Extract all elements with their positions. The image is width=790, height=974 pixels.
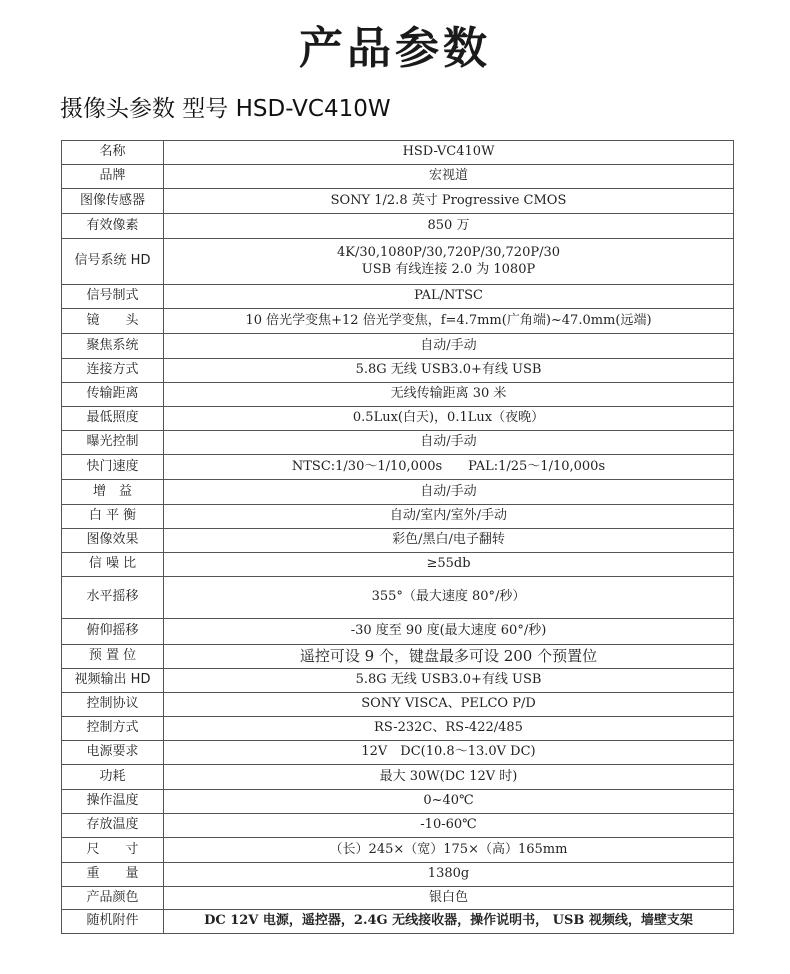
spec-row [62, 407, 734, 431]
spec-label: 曝光控制 [62, 431, 164, 455]
spec-row [62, 577, 734, 619]
spec-value-line: 1380g [427, 866, 470, 882]
spec-row [62, 669, 734, 693]
spec-value-line: 无线传输距离 30 米 [390, 386, 507, 402]
spec-value-line: 自动/手动 [420, 337, 477, 353]
spec-label: 有效像素 [62, 214, 164, 239]
spec-value [164, 717, 734, 741]
spec-label: 快门速度 [62, 455, 164, 480]
spec-value [164, 359, 734, 383]
spec-value [164, 383, 734, 407]
spec-value-line: RS-232C、RS-422/485 [374, 720, 523, 736]
spec-label: 聚焦系统 [62, 334, 164, 359]
spec-value [164, 505, 734, 529]
spec-row [62, 790, 734, 814]
spec-row [62, 214, 734, 239]
spec-label: 重 量 [62, 863, 164, 887]
spec-value [164, 553, 734, 577]
spec-value-line: 最大 30W(DC 12V 时) [379, 768, 518, 784]
spec-value [164, 480, 734, 505]
spec-value-line: 宏视道 [428, 168, 468, 184]
spec-value-line: SONY 1/2.8 英寸 Progressive CMOS [330, 192, 567, 208]
spec-row [62, 285, 734, 309]
spec-label: 存放温度 [62, 814, 164, 838]
spec-row [62, 165, 734, 189]
spec-row [62, 910, 734, 934]
spec-label: 随机附件 [62, 910, 164, 934]
spec-value [164, 887, 734, 910]
spec-value-line: 银白色 [428, 889, 468, 905]
spec-value-line: 12V DC(10.8～13.0V DC) [361, 744, 536, 760]
spec-row [62, 529, 734, 553]
spec-label: 产品颜色 [62, 887, 164, 910]
spec-value [164, 863, 734, 887]
spec-label: 信号系统 HD [62, 239, 164, 285]
spec-label: 增 益 [62, 480, 164, 505]
spec-row [62, 359, 734, 383]
spec-value [164, 619, 734, 645]
spec-value-line: 5.8G 无线 USB3.0+有线 USB [355, 362, 542, 378]
spec-value [164, 141, 734, 165]
spec-label: 传输距离 [62, 383, 164, 407]
spec-value [164, 765, 734, 790]
spec-value [164, 455, 734, 480]
spec-value [164, 645, 734, 669]
spec-label: 操作温度 [62, 790, 164, 814]
spec-label: 信号制式 [62, 285, 164, 309]
spec-label: 俯仰摇移 [62, 619, 164, 645]
spec-value [164, 693, 734, 717]
spec-row [62, 887, 734, 910]
spec-value-line: ≥55db [426, 556, 471, 572]
spec-row [62, 765, 734, 790]
spec-row [62, 645, 734, 669]
spec-value [164, 814, 734, 838]
spec-value [164, 431, 734, 455]
spec-value-line: 355°（最大速度 80°/秒） [371, 589, 526, 605]
spec-value [164, 838, 734, 863]
spec-label: 图像传感器 [62, 189, 164, 214]
spec-value-line: DC 12V 电源，遥控器，2.4G 无线接收器，操作说明书， USB 视频线，墙壁支架 [204, 913, 693, 929]
spec-value-line: HSD-VC410W [402, 144, 495, 160]
spec-table [61, 140, 734, 934]
spec-label: 连接方式 [62, 359, 164, 383]
spec-value-line: SONY VISCA、PELCO P/D [361, 696, 536, 712]
spec-value-line: 彩色/黑白/电子翻转 [392, 532, 505, 548]
spec-row [62, 334, 734, 359]
spec-label: 品牌 [62, 165, 164, 189]
spec-row [62, 480, 734, 505]
spec-value-line: 850 万 [427, 217, 470, 233]
spec-value-line: -10-60℃ [420, 817, 477, 833]
spec-row [62, 553, 734, 577]
spec-value [164, 529, 734, 553]
spec-row [62, 505, 734, 529]
spec-row [62, 814, 734, 838]
spec-value-line: 遥控可设 9 个，键盘最多可设 200 个预置位 [299, 647, 598, 666]
spec-table-body [62, 141, 734, 934]
spec-value-line: 自动/室内/室外/手动 [389, 508, 508, 524]
spec-value-line: （长）245×（宽）175×（高）165mm [329, 841, 568, 857]
spec-value-line: PAL/NTSC [414, 288, 483, 304]
spec-value-line: NTSC:1/30～1/10,000s PAL:1/25～1/10,000s [291, 458, 606, 474]
spec-value [164, 407, 734, 431]
spec-label: 视频输出 HD [62, 669, 164, 693]
spec-value [164, 577, 734, 619]
spec-value-line: 自动/手动 [420, 434, 477, 450]
spec-row [62, 619, 734, 645]
spec-label: 名称 [62, 141, 164, 165]
spec-value [164, 239, 734, 285]
spec-label: 白 平 衡 [62, 505, 164, 529]
spec-value-line: 10 倍光学变焦+12 倍光学变焦，f=4.7mm(广角端)~47.0mm(远端) [245, 312, 652, 328]
spec-value-line: USB 有线连接 2.0 为 1080P [361, 261, 536, 277]
spec-label: 尺 寸 [62, 838, 164, 863]
spec-value [164, 910, 734, 934]
spec-row [62, 741, 734, 765]
spec-row [62, 863, 734, 887]
spec-value-line: 5.8G 无线 USB3.0+有线 USB [355, 672, 542, 688]
spec-row [62, 693, 734, 717]
spec-value-line: 4K/30,1080P/30,720P/30,720P/30 [336, 245, 561, 261]
spec-row [62, 838, 734, 863]
spec-label: 电源要求 [62, 741, 164, 765]
spec-value [164, 741, 734, 765]
spec-row [62, 455, 734, 480]
spec-value [164, 309, 734, 334]
spec-row [62, 189, 734, 214]
spec-value [164, 189, 734, 214]
page-title: 产品参数 [299, 23, 491, 74]
camera-spec-subtitle: 摄像头参数 型号 HSD-VC410W [60, 96, 391, 122]
spec-value [164, 790, 734, 814]
spec-label: 功耗 [62, 765, 164, 790]
spec-label: 预 置 位 [62, 645, 164, 669]
spec-value-line: -30 度至 90 度(最大速度 60°/秒) [350, 623, 547, 639]
spec-label: 镜 头 [62, 309, 164, 334]
spec-value [164, 165, 734, 189]
spec-value-line: 自动/手动 [420, 483, 477, 499]
spec-row [62, 141, 734, 165]
spec-label: 水平摇移 [62, 577, 164, 619]
spec-row [62, 309, 734, 334]
spec-row [62, 717, 734, 741]
spec-label: 图像效果 [62, 529, 164, 553]
spec-row [62, 239, 734, 285]
spec-value-line: 0~40℃ [423, 793, 474, 809]
spec-label: 最低照度 [62, 407, 164, 431]
spec-label: 控制方式 [62, 717, 164, 741]
spec-row [62, 431, 734, 455]
spec-value [164, 669, 734, 693]
spec-value [164, 334, 734, 359]
spec-value [164, 285, 734, 309]
spec-row [62, 383, 734, 407]
spec-label: 控制协议 [62, 693, 164, 717]
spec-value-line: 0.5Lux(白天)，0.1Lux（夜晚） [352, 410, 545, 426]
spec-label: 信 噪 比 [62, 553, 164, 577]
spec-value [164, 214, 734, 239]
